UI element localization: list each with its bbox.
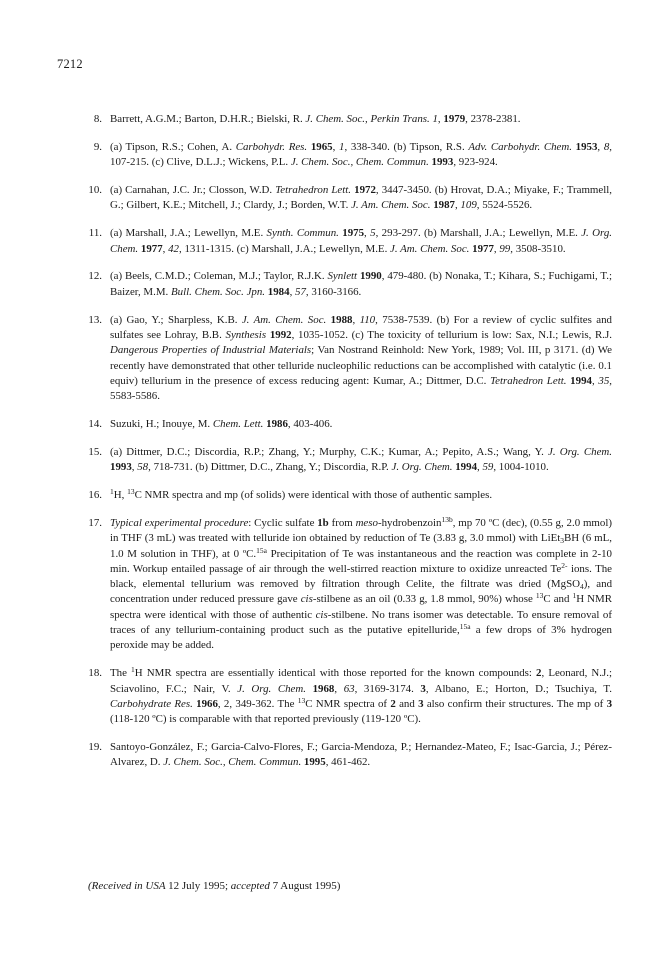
received-accepted-note bbox=[88, 880, 340, 892]
reference-number: 9. bbox=[93, 140, 102, 153]
reference-number: 8. bbox=[93, 113, 102, 125]
reference-item bbox=[82, 417, 612, 432]
received-label: (Received in USA bbox=[88, 880, 166, 892]
reference-number: 11. bbox=[88, 227, 102, 240]
reference-text: (a) Beels, C.M.D.; Coleman, M.J.; Taylor, R.J.K. Synlett 1990, 479-480. (b) Nonaka, T.; Kihara, S.; Fuchigami, T.; Baizer, M.M. Bull. Chem. Soc. Jpn. 1984, 57, 3160-3166. bbox=[110, 270, 612, 298]
reference-number: 12. bbox=[88, 270, 102, 283]
reference-number: 19. bbox=[88, 741, 102, 754]
reference-item bbox=[82, 140, 612, 171]
reference-text: (a) Dittmer, D.C.; Discordia, R.P.; Zhang, Y.; Murphy, C.K.; Kumar, A.; Pepito, A.S.; Wang, Y. J. Org. Chem. 1993, 58, 718-731. (b) Dittmer, D.C., Zhang, Y.; Discordia, R.P. J. Org. Chem. 1994, 59, 1004-1010. bbox=[110, 445, 612, 474]
reference-text: (a) Tipson, R.S.; Cohen, A. Carbohydr. Res. 1965, 1, 338-340. (b) Tipson, R.S. Adv. Carbohydr. Chem. 1953, 8, 107-215. (c) Clive, D.L.J.; Wickens, P.L. J. Chem. Soc., Chem. Commun. 1993, 923-924. bbox=[110, 140, 612, 169]
reference-item bbox=[82, 516, 612, 654]
reference-number: 16. bbox=[88, 489, 102, 502]
reference-item bbox=[82, 488, 612, 503]
reference-number: 14. bbox=[88, 418, 102, 431]
reference-item bbox=[82, 313, 612, 405]
reference-number: 10. bbox=[88, 184, 102, 197]
reference-text: Suzuki, H.; Inouye, M. Chem. Lett. 1986, 403-406. bbox=[110, 418, 333, 431]
reference-number: 18. bbox=[88, 667, 102, 680]
reference-text: Barrett, A.G.M.; Barton, D.H.R.; Bielski, R. J. Chem. Soc., Perkin Trans. 1, 1979, 2378-2381. bbox=[110, 113, 521, 125]
accepted-date: 7 August 1995) bbox=[272, 880, 341, 892]
reference-number: 17. bbox=[88, 516, 102, 529]
reference-item bbox=[82, 269, 612, 300]
reference-text: $^1$H, $^{13}$C NMR spectra and mp (of solids) were identical with those of authentic samples. bbox=[110, 487, 493, 502]
reference-text: The $^1$H NMR spectra are essentially identical with those reported for the known compounds: 2, Leonard, N.J.; Sciavolino, F.C.; Nair, V. J. Org. Chem. 1968, 63, 3169-3174. 3, Albano, E.; Horton, D.; Tsuchiya, T. Carbohydrate Res. 1966, 2, 349-362. The $^{13}$C NMR spectra of 2 and 3 also confirm their structures. The mp of 3 (118-120 ºC) is comparable with that reported previously (119-120 ºC). bbox=[110, 665, 613, 726]
reference-text: (a) Gao, Y.; Sharpless, K.B. J. Am. Chem. Soc. 1988, 110, 7538-7539. (b) For a review of cyclic sulfites and sulfates see Lohray, B.B. Synthesis 1992, 1035-1052. (c) The toxicity of tellurium is low: Sax, N.I.; Lewis, R.J. Dangerous Properties of Industrial Materials; Van Nostrand Reinhold: New York, 1989; Vol. III, p 3171. (d) We recently have demonstrated that other telluride nucleophilic reductions can be accomplished with catalytic (i.e. 0.1 equiv) tellurium in the presence of excess reducing agent: Kumar, A.; Dittmer, D.C. Tetrahedron Lett. 1994, 35, 5583-5586. bbox=[110, 313, 612, 403]
received-date: 12 July 1995; bbox=[168, 880, 229, 892]
reference-item bbox=[82, 445, 612, 476]
reference-item bbox=[82, 183, 612, 214]
reference-number: 15. bbox=[88, 445, 102, 458]
reference-text: (a) Marshall, J.A.; Lewellyn, M.E. Synth. Commun. 1975, 5, 293-297. (b) Marshall, J.A.; Lewellyn, M.E. J. Org. Chem. 1977, 42, 1311-1315. (c) Marshall, J.A.; Lewellyn, M.E. J. Am. Chem. Soc. 1977, 99, 3508-3510. bbox=[110, 227, 613, 255]
reference-list bbox=[82, 112, 612, 783]
reference-item bbox=[82, 666, 612, 727]
reference-text: Santoyo-González, F.; Garcia-Calvo-Flores, F.; Garcia-Mendoza, P.; Hernandez-Mateo, F.; Isac-Garcia, J.; Pérez-Alvarez, D. J. Chem. Soc., Chem. Commun. 1995, 461-462. bbox=[110, 741, 612, 769]
reference-item bbox=[82, 226, 612, 257]
reference-item bbox=[82, 112, 612, 127]
page-number: 7212 bbox=[57, 57, 83, 71]
accepted-label: accepted bbox=[230, 880, 270, 892]
reference-text: (a) Carnahan, J.C. Jr.; Closson, W.D. Tetrahedron Lett. 1972, 3447-3450. (b) Hrovat, D.A.; Miyake, F.; Trammell, G.; Gilbert, K.E.; Mitchell, J.; Clardy, J.; Borden, W.T. J. Am. Chem. Soc. 1987, 109, 5524-5526. bbox=[110, 184, 612, 212]
reference-text: Typical experimental procedure: Cyclic sulfate 1b from meso-hydrobenzoin$^{13b}$, mp 70 ºC (dec), (0.55 g, 2.0 mmol) in THF (3 mL) was treated with telluride ion obtained by reduction of Te (3.83 g, 3.0 mmol) with LiEt$_3$BH (6 mL, 1.0 M solution in THF), at 0 ºC.$^{15a}$ Precipitation of Te was instantaneous and the reaction was complete in 2-10 min. Workup entailed passage of air through the well-stirred reaction mixture to oxidize unreacted $Te^{2-}$ ions. The black, elemental tellurium was removed by filtration through Celite, the filtrate was dried (MgSO$_4$), and concentration under reduced pressure gave cis-stilbene as an oil (0.33 g, 1.8 mmol, 90%) whose $^{13}$C and $^1$H NMR spectra were identical with those of authentic cis-stilbene. No trans isomer was detectable. To ensure removal of traces of any tellurium-containing product such as the putative epitelluride,$^{15a}$ a few drops of 3% hydrogen peroxide may be added. bbox=[110, 514, 613, 652]
reference-item bbox=[82, 740, 612, 771]
reference-number: 13. bbox=[88, 313, 102, 326]
